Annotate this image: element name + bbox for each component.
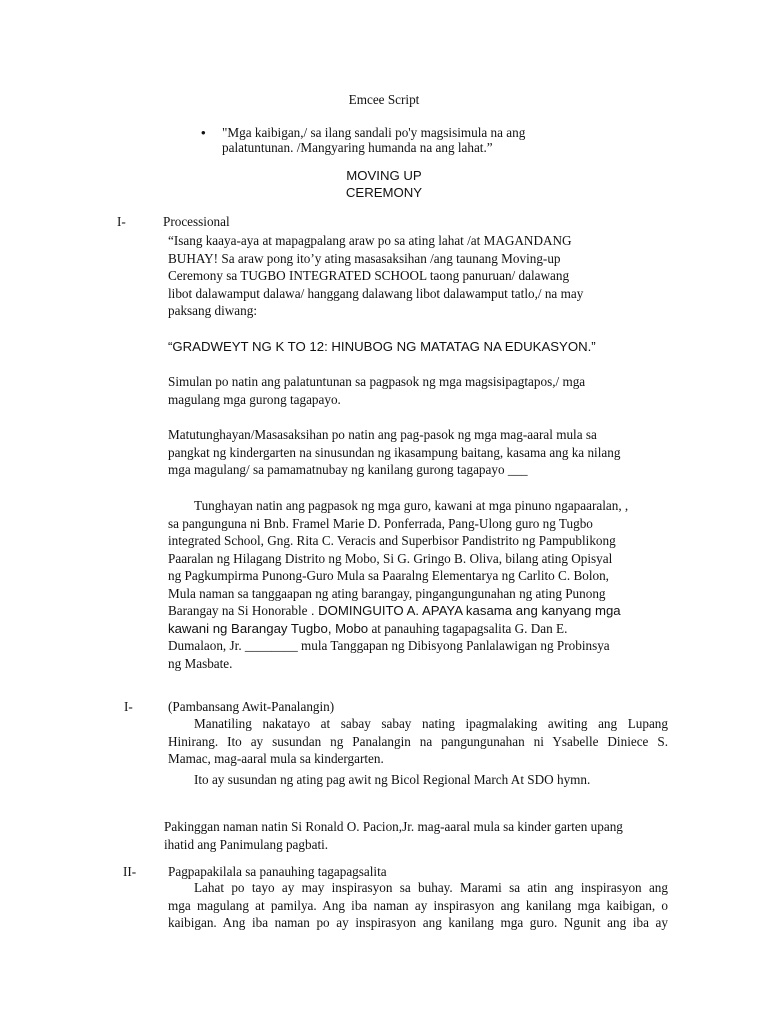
ceremony-heading-1: MOVING UP xyxy=(346,168,422,183)
text-span: . DOMINGUITO A. APAYA kasama ang kanyang mga xyxy=(310,603,621,618)
paragraph-guests xyxy=(168,497,658,672)
text-line: integrated School, Gng. Rita C. Veracis and Superbisor Pandistrito ng Pampublikong xyxy=(168,533,616,548)
text-line: Ito ay susundan ng ating pag awit ng Bicol Regional March At SDO hymn. xyxy=(194,772,591,787)
text-line: BUHAY! Sa araw pong ito’y ating masasaksihan /ang taunang Moving-up xyxy=(168,250,561,266)
text-span: kawani ng Barangay Tugbo, Mobo xyxy=(168,620,369,636)
theme-line: “GRADWEYT NG K TO 12: HINUBOG NG MATATAG NA EDUKASYON.” xyxy=(168,339,596,354)
section-title: (Pambansang Awit-Panalangin) xyxy=(168,699,335,714)
section-title: Pagpapakilala sa panauhing tagapagsalita xyxy=(168,864,387,879)
text-line xyxy=(168,602,658,620)
text-line: mga magulang/ sa pamamatnubay ng kanilang gurong tagapayo ___ xyxy=(168,462,528,477)
speaker-intro-paragraph xyxy=(168,879,668,932)
paragraph-start xyxy=(168,373,648,408)
text-line xyxy=(168,620,658,638)
text-line: Mula naman sa tanggaapan ng ating barangay, pingangungunahan ng ating Punong xyxy=(168,585,606,601)
text-line: Simulan po natin ang palatuntunan sa pagpasok ng mga magsisipagtapos,/ mga xyxy=(168,374,586,389)
text-line: “Isang kaaya-aya at mapagpalang araw po sa ating lahat /at MAGANDANG xyxy=(168,233,572,248)
text-line: Manatiling nakatayo at sabay sabay nating ipagmalaking awiting ang Lupang xyxy=(194,716,668,731)
text-line: pangkat ng kindergarten na sinusundan ng ikasampung baitang, kasama ang ka nilang xyxy=(168,444,621,460)
text-span: at panauhing tagapagsalita G. Dan E. xyxy=(368,620,568,636)
text-line: Ceremony sa TUGBO INTEGRATED SCHOOL taong panuruan/ dalawang xyxy=(168,268,570,283)
text-line: kaibigan. Ang iba naman po ay inspirasyon ang kanilang mga guro. Ngunit ang iba ay xyxy=(168,915,668,930)
anthem-paragraph xyxy=(168,715,668,750)
text-line: ihatid ang Panimulang pagbati. xyxy=(164,836,329,852)
bullet-icon: • xyxy=(201,125,206,140)
text-line: paksang diwang: xyxy=(168,303,257,318)
section-number: II- xyxy=(123,864,137,879)
text-line: ng Masbate. xyxy=(168,655,233,671)
text-line: sa pangunguna ni Bnb. Framel Marie D. Ponferrada, Pang-Ulong guro ng Tugbo xyxy=(168,515,593,531)
text-line: Hinirang. Ito ay susundan ng Panalangin na pangungunahan ni Ysabelle Diniece S. xyxy=(168,733,668,749)
text-line: Mamac, mag-aaral mula sa kindergarten. xyxy=(168,751,384,766)
text-line: mga magulang at pamilya. Ang iba naman ay inspirasyon ang kanilang mga kaibigan, o xyxy=(168,897,668,913)
ceremony-heading-2: CEREMONY xyxy=(345,185,423,200)
text-line: libot dalawamput dalawa/ hanggang dalawang libot dalawamput tatlo,/ na may xyxy=(168,285,584,301)
text-line: magulang mga gurong tagapayo. xyxy=(168,391,341,407)
document-title: Emcee Script xyxy=(348,92,420,107)
text-line: Paaralan ng Hilagang Distrito ng Mobo, Si G. Gringo B. Oliva, bilang ating Opisyal xyxy=(168,550,613,566)
text-line: Matutunghayan/Masasaksihan po natin ang pag-pasok ng mga mag-aaral mula sa xyxy=(168,427,597,442)
text-span: Barangay na Si Honorable xyxy=(168,603,311,618)
paragraph-entrance xyxy=(168,426,658,479)
welcome-paragraph xyxy=(164,818,684,853)
text-line: Tunghayan natin ang pagpasok ng mga guro, kawani at mga pinuno ngapaaralan, , xyxy=(194,498,629,513)
section-title: Processional xyxy=(163,214,230,229)
text-line: Dumalaon, Jr. ________ mula Tanggapan ng Dibisyong Panlalawigan ng Probinsya xyxy=(168,638,610,653)
text-line: Lahat po tayo ay may inspirasyon sa buhay. Marami sa atin ang inspirasyon ang xyxy=(194,880,668,895)
opening-line-2: palatuntunan. /Mangyaring humanda na ang lahat.” xyxy=(222,140,493,155)
processional-paragraph xyxy=(168,232,628,320)
section-number: I- xyxy=(117,214,126,229)
section-number: I- xyxy=(124,699,133,714)
text-line: ng Pagkumpirma Punong-Guro Mula sa Paaralng Elementarya ng Carlito C. Bolon, xyxy=(168,568,609,583)
opening-line-1: "Mga kaibigan,/ sa ilang sandali po'y magsisimula na ang xyxy=(222,125,526,140)
text-line: Pakinggan naman natin Si Ronald O. Pacion,Jr. mag-aaral mula sa kinder garten upang xyxy=(164,819,623,834)
